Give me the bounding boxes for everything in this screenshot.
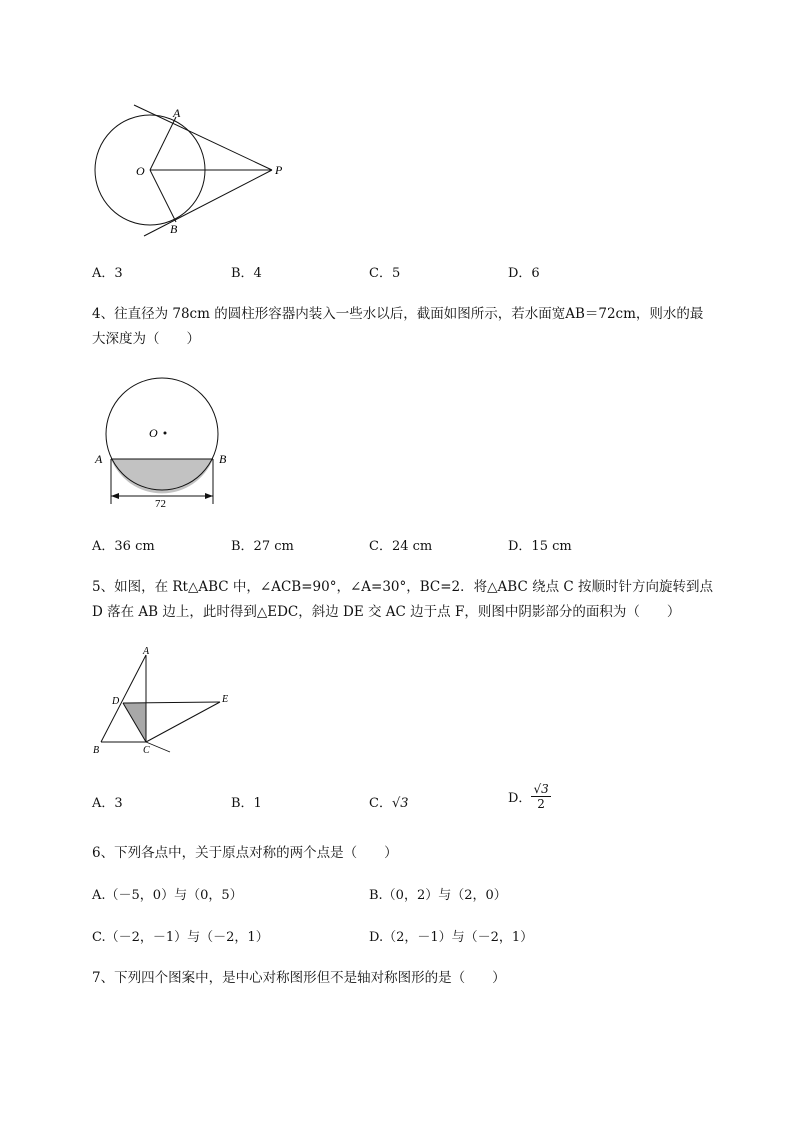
- q5-stem-line1: 5、如图，在 Rt△ABC 中，∠ACB=90°，∠A=30°，BC=2．将△ABC 绕点 C 按顺时针方向旋转到点: [92, 579, 713, 595]
- q3-option-a[interactable]: A．3: [92, 266, 123, 281]
- q4-water-segment: [111, 459, 213, 493]
- q5-option-c-value: √3: [391, 796, 409, 811]
- q4-label-b: B: [219, 452, 227, 466]
- q3-label-o: O: [136, 164, 145, 178]
- q6-option-a[interactable]: A.（－5，0）与（0，5）: [92, 888, 243, 903]
- q4-arrow-left: [111, 493, 119, 499]
- q3-radius-ob: [150, 170, 176, 222]
- q5-option-c-letter: C．: [369, 796, 392, 811]
- q5-label-b: B: [93, 745, 100, 756]
- q3-radius-oa: [150, 117, 176, 170]
- q5-side-ec: [146, 702, 220, 742]
- q3-option-b[interactable]: B．4: [231, 266, 262, 281]
- q5-label-a: A: [143, 646, 150, 657]
- q4-center-dot: [164, 432, 167, 435]
- q7-stem: 7、下列四个图案中，是中心对称图形但不是轴对称图形的是（ ）: [92, 970, 506, 986]
- q5-option-d-numerator: √3: [533, 782, 549, 796]
- q5-option-d-fraction: [531, 782, 550, 811]
- q4-dimension-label: 72: [155, 498, 166, 510]
- q5-option-d-denominator: 2: [537, 797, 545, 811]
- q5-label-c: C: [143, 745, 150, 756]
- q4-option-a[interactable]: A．36 cm: [92, 539, 155, 554]
- q4-label-o: O: [149, 426, 158, 440]
- q5-option-c[interactable]: [369, 792, 409, 811]
- q5-side-de: [123, 702, 220, 703]
- q5-label-d: D: [112, 696, 120, 707]
- q5-option-d[interactable]: [508, 782, 551, 811]
- q3-label-a: A: [173, 106, 181, 120]
- q5-label-e: E: [222, 694, 229, 705]
- q3-label-b: B: [170, 222, 178, 236]
- q3-option-d[interactable]: D．6: [508, 266, 540, 281]
- q4-figure: [88, 372, 248, 512]
- q3-option-c[interactable]: C．5: [369, 266, 401, 281]
- q3-figure: [88, 100, 298, 240]
- q5-option-b[interactable]: B．1: [231, 796, 262, 811]
- q6-stem: 6、下列各点中，关于原点对称的两个点是（ ）: [92, 845, 398, 861]
- q6-option-d[interactable]: D.（2，－1）与（－2，1）: [369, 930, 534, 945]
- q5-option-a[interactable]: A．3: [92, 796, 123, 811]
- q6-option-c[interactable]: C.（－2，－1）与（－2，1）: [92, 930, 269, 945]
- q3-label-p: P: [275, 163, 283, 177]
- q5-stem-line2: D 落在 AB 边上，此时得到△EDC，斜边 DE 交 AC 边于点 F，则图中阴影部分的面积为（ ）: [92, 604, 681, 620]
- q4-option-b[interactable]: B．27 cm: [231, 539, 294, 554]
- q4-stem-line1: 4、往直径为 78cm 的圆柱形容器内装入一些水以后，截面如图所示，若水面宽AB＝72cm，则水的最: [92, 306, 704, 322]
- q4-option-d[interactable]: D．15 cm: [508, 539, 572, 554]
- q4-option-c[interactable]: C．24 cm: [369, 539, 433, 554]
- q5-option-d-letter: D．: [508, 791, 532, 806]
- q4-arrow-right: [205, 493, 213, 499]
- q3-tangent-pb: [144, 170, 272, 236]
- q4-label-a: A: [95, 452, 103, 466]
- q6-option-b[interactable]: B.（0，2）与（2，0）: [369, 888, 507, 903]
- q5-figure: [88, 645, 238, 760]
- q4-stem-line2: 大深度为（ ）: [92, 331, 200, 347]
